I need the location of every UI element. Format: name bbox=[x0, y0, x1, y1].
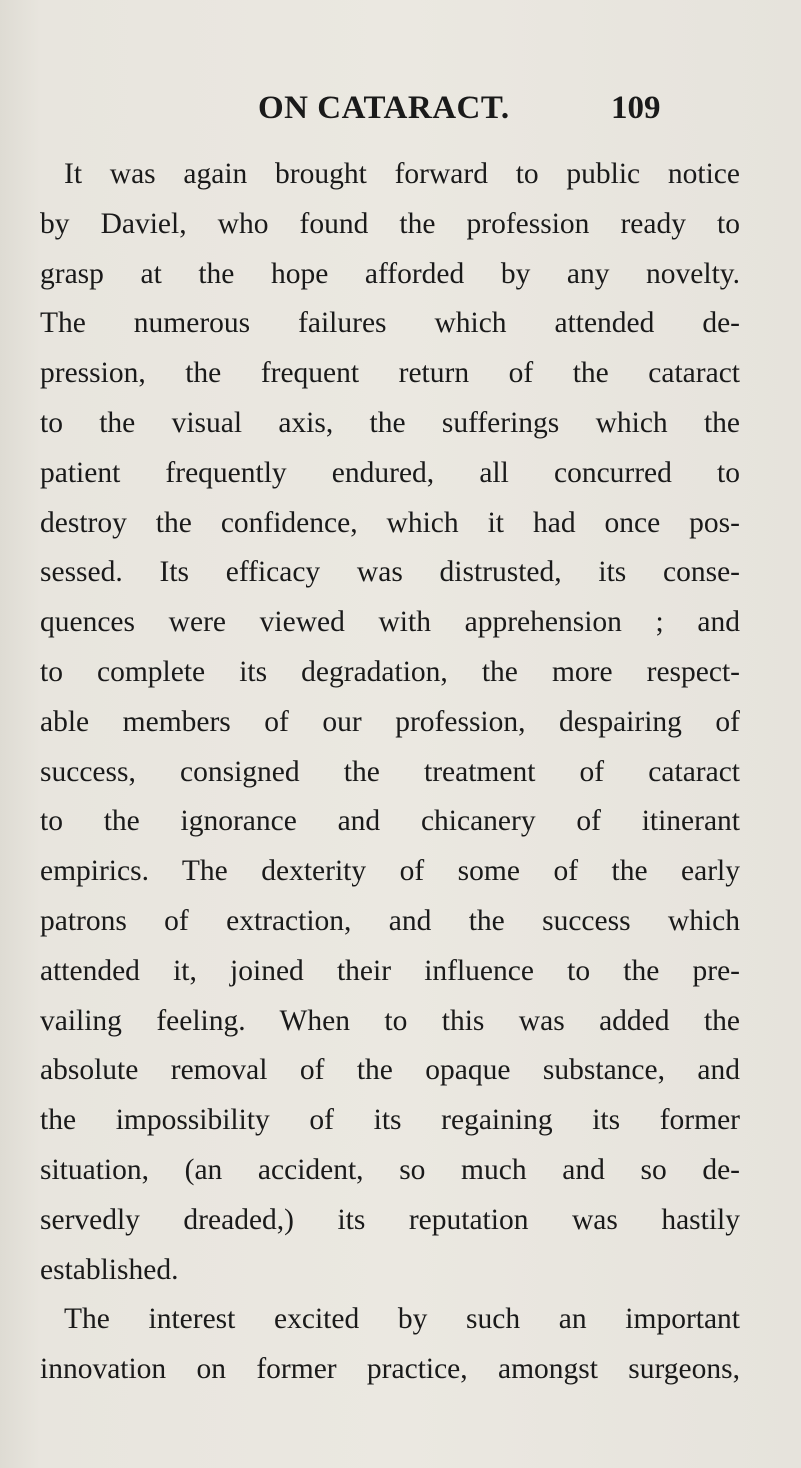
text-line: success, consigned the treatment of cataract bbox=[40, 755, 740, 788]
text-line: established. bbox=[40, 1253, 179, 1286]
text-line: grasp at the hope afforded by any novelty. bbox=[40, 257, 740, 290]
running-title: ON CATARACT. bbox=[258, 90, 510, 126]
text-line: innovation on former practice, amongst surgeons, bbox=[40, 1353, 740, 1386]
page-number: 109 bbox=[611, 90, 661, 126]
text-line: attended it, joined their influence to the pre- bbox=[40, 954, 740, 987]
text-line: pression, the frequent return of the cataract bbox=[40, 357, 740, 390]
text-line: the impossibility of its regaining its former bbox=[40, 1104, 740, 1137]
text-line: absolute removal of the opaque substance, and bbox=[40, 1054, 740, 1087]
text-line: destroy the confidence, which it had once pos- bbox=[40, 506, 740, 539]
text-line: vailing feeling. When to this was added the bbox=[40, 1004, 740, 1037]
text-line: empirics. The dexterity of some of the early bbox=[40, 855, 740, 888]
text-line: quences were viewed with apprehension ; and bbox=[40, 606, 740, 639]
body-text bbox=[40, 150, 740, 1395]
text-line: situation, (an accident, so much and so de- bbox=[40, 1153, 740, 1186]
text-line: able members of our profession, despairing of bbox=[40, 705, 740, 738]
text-line: patrons of extraction, and the success which bbox=[40, 904, 740, 937]
text-line: patient frequently endured, all concurred to bbox=[40, 456, 740, 489]
text-line: to complete its degradation, the more respect- bbox=[40, 655, 740, 688]
text-line: sessed. Its efficacy was distrusted, its conse- bbox=[40, 556, 740, 589]
text-line: It was again brought forward to public notice bbox=[64, 158, 740, 190]
text-line: The interest excited by such an important bbox=[64, 1303, 740, 1336]
text-line: servedly dreaded,) its reputation was hastily bbox=[40, 1203, 740, 1236]
text-line: The numerous failures which attended de- bbox=[40, 307, 740, 340]
text-line: by Daviel, who found the profession ready to bbox=[40, 207, 740, 240]
running-head bbox=[0, 88, 801, 128]
text-line: to the ignorance and chicanery of itinerant bbox=[40, 805, 740, 838]
text-line: to the visual axis, the sufferings which the bbox=[40, 406, 740, 439]
